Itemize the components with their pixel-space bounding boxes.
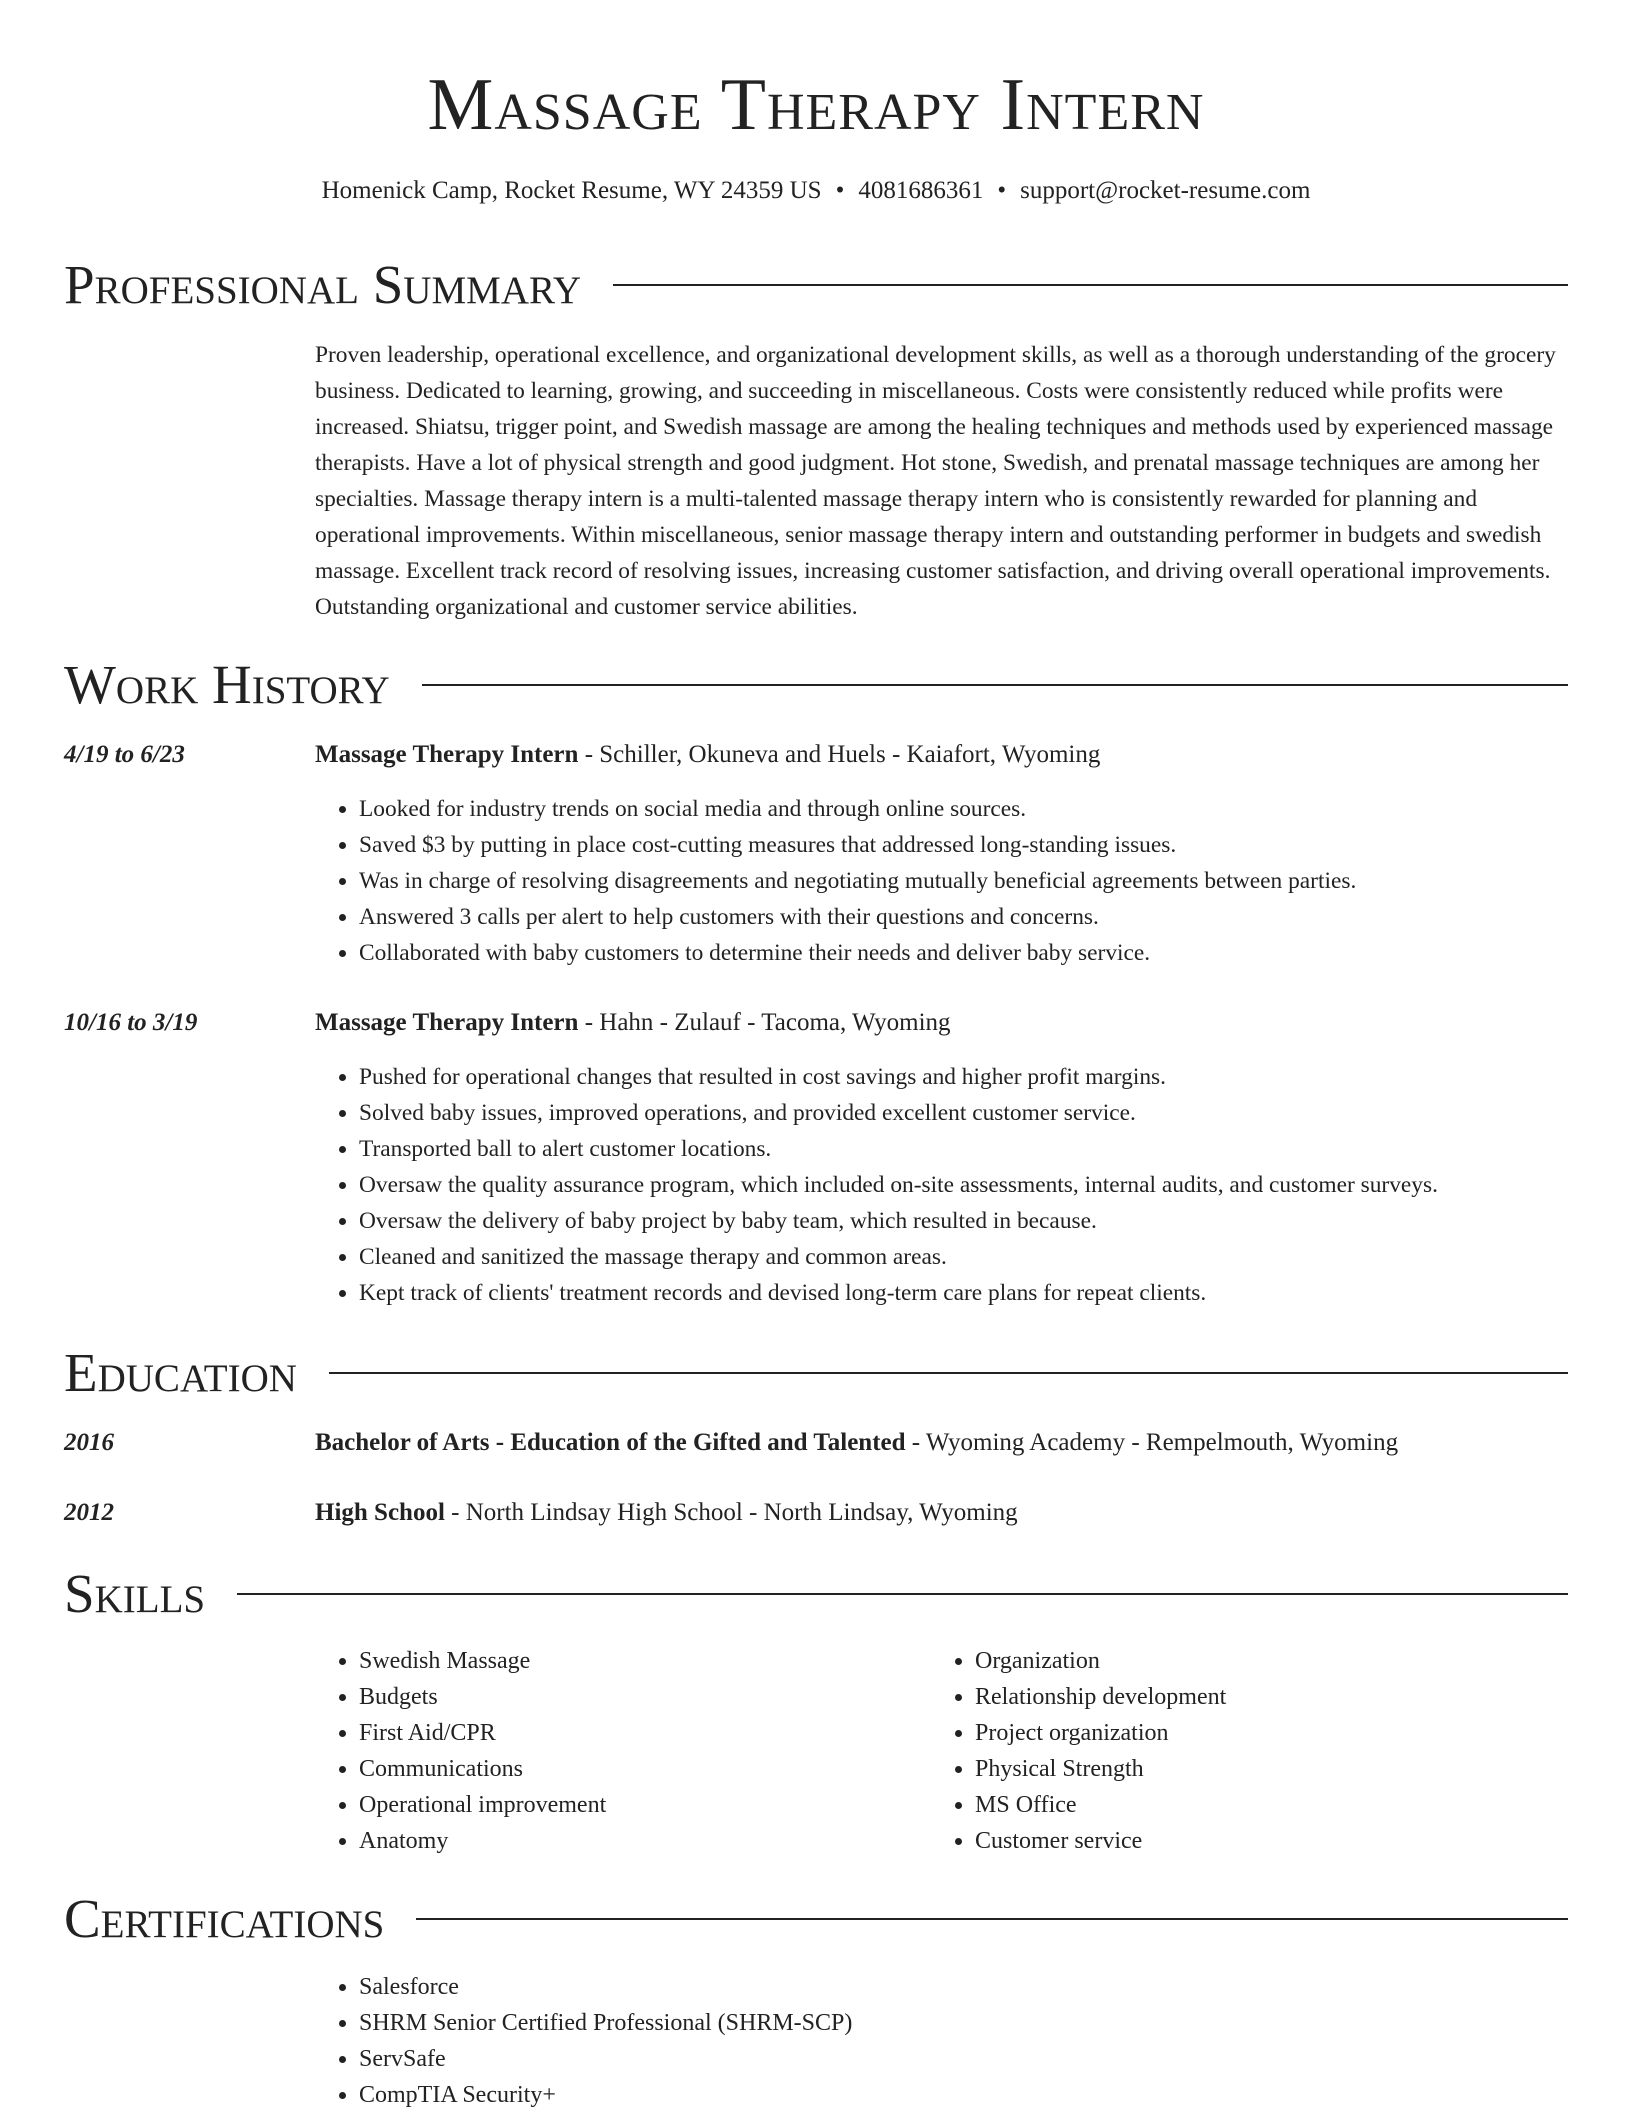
education-year: 2012 [64,1499,114,1526]
contact-line [0,174,1632,208]
job-title: Massage Therapy Intern [315,1009,579,1036]
skill-item: • Budgets [359,1679,606,1715]
contact-phone: 4081686361 [858,177,984,204]
section-header-skills [64,1559,1568,1629]
certification-item: • ServSafe [359,2041,852,2077]
job-bullets [315,1059,1438,1311]
skill-item: • Physical Strength [975,1751,1226,1787]
education-degree: Bachelor of Arts - Education of the Gifted and Talented [315,1429,906,1456]
list-item: • Answered 3 calls per alert to help customers with their questions and concerns. [359,899,1356,935]
list-item: • Solved baby issues, improved operations, and provided excellent customer service. [359,1095,1438,1131]
section-title: Work History [64,654,390,715]
list-item: • Collaborated with baby customers to determine their needs and deliver baby service. [359,935,1356,971]
section-divider [613,284,1568,286]
candidate-name: Massage Therapy Intern [427,64,1205,146]
section-divider [422,684,1568,686]
skill-item: • Anatomy [359,1823,606,1859]
skill-item: • Customer service [975,1823,1226,1859]
list-item: • Oversaw the delivery of baby project by baby team, which resulted in because. [359,1203,1438,1239]
contact-separator: • [997,177,1007,204]
section-title: Professional Summary [64,254,582,315]
job-employer: - Schiller, Okuneva and Huels - Kaiafort, Wyoming [578,741,1101,768]
job-dates: 10/16 to 3/19 [64,1009,198,1036]
section-divider [416,1918,1568,1920]
section-title: Certifications [64,1888,385,1949]
certification-item: • Salesforce [359,1969,852,2005]
list-item: • Saved $3 by putting in place cost-cutting measures that addressed long-standing issues. [359,827,1356,863]
contact-separator: • [835,177,845,204]
contact-email[interactable]: support@rocket-resume.com [1020,177,1311,204]
skill-item: • First Aid/CPR [359,1715,606,1751]
skill-item: • Relationship development [975,1679,1226,1715]
job-title: Massage Therapy Intern [315,741,579,768]
list-item: • Oversaw the quality assurance program, which included on-site assessments, internal audits, and customer surveys. [359,1167,1438,1203]
education-line [315,1496,1018,1530]
section-header-work [64,650,1568,720]
list-item: • Kept track of clients' treatment records and devised long-term care plans for repeat clients. [359,1275,1438,1311]
section-header-summary [64,250,1568,320]
certifications-list [315,1969,852,2113]
job-title-line [315,1006,951,1040]
skills-list-left [315,1643,606,1859]
job-bullets [315,791,1356,971]
job-dates: 4/19 to 6/23 [64,741,185,768]
skill-item: • MS Office [975,1787,1226,1823]
section-header-education [64,1338,1568,1408]
education-degree: High School [315,1499,445,1526]
summary-text: Proven leadership, operational excellence, and organizational development skills, as well as a thorough understanding of the grocery business. Dedicated to learning, growing, and succeeding in miscellaneous. Costs were consistently reduced while profits were increased. Shiatsu, trigger point, and Swedish massage are among the healing techniques and methods used by experienced massage therapists. Have a lot of physical strength and good judgment. Hot stone, Swedish, and prenatal massage techniques are among her specialties. Massage therapy intern is a multi-talented massage therapy intern who is consistently rewarded for planning and operational improvements. Within miscellaneous, senior massage therapy intern and outstanding performer in budgets and swedish massage. Excellent track record of resolving issues, increasing customer satisfaction, and driving overall operational improvements. Outstanding organizational and customer service abilities. [315,342,1556,620]
skill-item: • Operational improvement [359,1787,606,1823]
contact-address: Homenick Camp, Rocket Resume, WY 24359 US [321,177,822,204]
education-school: - North Lindsay High School - North Lindsay, Wyoming [444,1499,1018,1526]
list-item: • Looked for industry trends on social media and through online sources. [359,791,1356,827]
list-item: • Was in charge of resolving disagreements and negotiating mutually beneficial agreements between parties. [359,863,1356,899]
list-item: • Cleaned and sanitized the massage therapy and common areas. [359,1239,1438,1275]
skills-list-right [931,1643,1226,1859]
skill-item: • Project organization [975,1715,1226,1751]
section-title: Education [64,1342,297,1403]
skill-item: • Swedish Massage [359,1643,606,1679]
section-header-certifications [64,1884,1568,1954]
education-year: 2016 [64,1429,114,1456]
job-employer: - Hahn - Zulauf - Tacoma, Wyoming [578,1009,951,1036]
job-title-line [315,738,1100,772]
certification-item: • CompTIA Security+ [359,2077,852,2113]
section-divider [329,1372,1568,1374]
skill-item: • Communications [359,1751,606,1787]
section-title: Skills [64,1563,206,1624]
skill-item: • Organization [975,1643,1226,1679]
list-item: • Pushed for operational changes that resulted in cost savings and higher profit margins. [359,1059,1438,1095]
certification-item: • SHRM Senior Certified Professional (SHRM-SCP) [359,2005,852,2041]
section-divider [237,1593,1568,1595]
education-line [315,1426,1398,1460]
education-school: - Wyoming Academy - Rempelmouth, Wyoming [905,1429,1399,1456]
list-item: • Transported ball to alert customer locations. [359,1131,1438,1167]
